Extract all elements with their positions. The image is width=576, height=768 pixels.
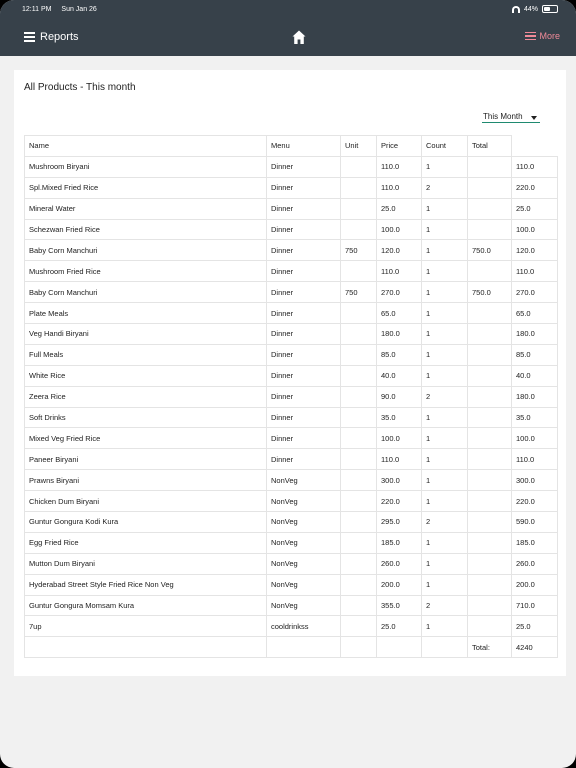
table-cell: NonVeg xyxy=(267,491,341,512)
table-cell: 35.0 xyxy=(377,407,422,428)
table-cell xyxy=(468,574,512,595)
table-cell xyxy=(468,386,512,407)
table-cell: 750.0 xyxy=(468,240,512,261)
report-card xyxy=(14,70,566,676)
table-cell: Dinner xyxy=(267,177,341,198)
table-row[interactable] xyxy=(25,595,558,616)
table-cell xyxy=(341,407,377,428)
table-cell xyxy=(468,261,512,282)
table-cell xyxy=(341,156,377,177)
table-cell: 1 xyxy=(422,616,468,637)
table-cell: Guntur Gongura Momsam Kura xyxy=(25,595,267,616)
table-cell: Dinner xyxy=(267,344,341,365)
table-cell xyxy=(267,637,341,658)
nav-title[interactable]: Reports xyxy=(40,31,79,43)
table-cell: Dinner xyxy=(267,156,341,177)
table-cell: NonVeg xyxy=(267,512,341,533)
table-cell xyxy=(341,553,377,574)
status-date: Sun Jan 26 xyxy=(61,6,97,13)
table-cell: Dinner xyxy=(267,261,341,282)
table-cell: Chicken Dum Biryani xyxy=(25,491,267,512)
table-cell xyxy=(341,303,377,324)
table-cell: cooldrinkss xyxy=(267,616,341,637)
table-cell: 120.0 xyxy=(512,240,558,261)
table-cell: 200.0 xyxy=(512,574,558,595)
table-cell: NonVeg xyxy=(267,553,341,574)
table-cell xyxy=(468,407,512,428)
table-cell xyxy=(422,637,468,658)
table-cell: NonVeg xyxy=(267,574,341,595)
battery-percent: 44% xyxy=(523,5,538,13)
table-cell: 25.0 xyxy=(377,198,422,219)
more-button[interactable] xyxy=(525,31,560,41)
table-row[interactable] xyxy=(25,574,558,595)
column-header: Count xyxy=(422,136,468,157)
status-right xyxy=(512,5,558,13)
table-cell: Plate Meals xyxy=(25,303,267,324)
table-cell: 25.0 xyxy=(512,616,558,637)
table-cell: 40.0 xyxy=(377,365,422,386)
table-row[interactable] xyxy=(25,512,558,533)
table-row[interactable] xyxy=(25,177,558,198)
table-row[interactable] xyxy=(25,156,558,177)
battery-icon xyxy=(542,5,558,13)
table-cell xyxy=(468,512,512,533)
table-cell: Dinner xyxy=(267,282,341,303)
table-cell: Dinner xyxy=(267,324,341,345)
table-cell: 65.0 xyxy=(377,303,422,324)
table-cell: Schezwan Fried Rice xyxy=(25,219,267,240)
table-row[interactable] xyxy=(25,386,558,407)
table-row[interactable] xyxy=(25,198,558,219)
table-cell: 100.0 xyxy=(377,428,422,449)
table-cell xyxy=(468,156,512,177)
table-cell: 355.0 xyxy=(377,595,422,616)
table-cell: 2 xyxy=(422,512,468,533)
table-cell: 1 xyxy=(422,324,468,345)
home-icon[interactable] xyxy=(292,30,306,45)
nav-bar xyxy=(0,20,576,56)
table-cell: 25.0 xyxy=(512,198,558,219)
table-cell: 1 xyxy=(422,261,468,282)
table-cell xyxy=(468,344,512,365)
table-cell: 35.0 xyxy=(512,407,558,428)
table-cell xyxy=(341,512,377,533)
column-header-empty xyxy=(512,136,558,157)
more-label: More xyxy=(539,31,560,41)
table-footer-row xyxy=(25,637,558,658)
table-cell: Mushroom Biryani xyxy=(25,156,267,177)
table-cell: 220.0 xyxy=(512,177,558,198)
table-cell: Dinner xyxy=(267,386,341,407)
table-cell: 185.0 xyxy=(377,532,422,553)
table-cell: Hyderabad Street Style Fried Rice Non Veg xyxy=(25,574,267,595)
column-header: Total xyxy=(468,136,512,157)
table-cell xyxy=(25,637,267,658)
table-cell: 2 xyxy=(422,386,468,407)
table-cell: 2 xyxy=(422,595,468,616)
period-dropdown-value: This Month xyxy=(483,112,523,121)
table-cell: 180.0 xyxy=(512,324,558,345)
table-row[interactable] xyxy=(25,365,558,386)
table-cell: 100.0 xyxy=(377,219,422,240)
table-cell: Soft Drinks xyxy=(25,407,267,428)
battery-level xyxy=(544,7,550,11)
table-cell: 2 xyxy=(422,177,468,198)
table-row[interactable] xyxy=(25,407,558,428)
table-cell: Egg Fried Rice xyxy=(25,532,267,553)
table-cell: 750 xyxy=(341,240,377,261)
table-cell: 300.0 xyxy=(512,470,558,491)
table-cell: NonVeg xyxy=(267,532,341,553)
table-cell: 40.0 xyxy=(512,365,558,386)
table-cell: NonVeg xyxy=(267,470,341,491)
table-cell: 110.0 xyxy=(512,261,558,282)
table-cell xyxy=(468,365,512,386)
table-cell xyxy=(341,324,377,345)
products-table xyxy=(24,135,558,658)
table-cell xyxy=(468,324,512,345)
table-row[interactable] xyxy=(25,553,558,574)
table-cell: 110.0 xyxy=(512,156,558,177)
table-cell: 750.0 xyxy=(468,282,512,303)
table-cell: 1 xyxy=(422,407,468,428)
table-cell: 185.0 xyxy=(512,532,558,553)
table-cell: 710.0 xyxy=(512,595,558,616)
table-cell: Mineral Water xyxy=(25,198,267,219)
table-cell: 200.0 xyxy=(377,574,422,595)
table-cell: 110.0 xyxy=(377,156,422,177)
table-cell: 1 xyxy=(422,219,468,240)
table-row[interactable] xyxy=(25,219,558,240)
table-cell: 270.0 xyxy=(512,282,558,303)
table-cell: 100.0 xyxy=(512,428,558,449)
table-cell: 120.0 xyxy=(377,240,422,261)
table-row[interactable] xyxy=(25,303,558,324)
table-cell: Prawns Biryani xyxy=(25,470,267,491)
page-title: All Products - This month xyxy=(24,82,136,93)
table-row[interactable] xyxy=(25,324,558,345)
table-cell: 260.0 xyxy=(512,553,558,574)
table-cell: 1 xyxy=(422,553,468,574)
table-cell xyxy=(468,553,512,574)
table-cell: Dinner xyxy=(267,365,341,386)
table-cell xyxy=(468,177,512,198)
table-row[interactable] xyxy=(25,240,558,261)
column-header: Name xyxy=(25,136,267,157)
table-cell xyxy=(468,616,512,637)
grand-total: 4240 xyxy=(512,637,558,658)
table-cell: 180.0 xyxy=(512,386,558,407)
menu-icon[interactable] xyxy=(24,32,35,42)
table-cell xyxy=(341,532,377,553)
table-row[interactable] xyxy=(25,449,558,470)
table-cell: 1 xyxy=(422,470,468,491)
table-cell: 295.0 xyxy=(377,512,422,533)
table-cell xyxy=(341,470,377,491)
column-header: Unit xyxy=(341,136,377,157)
table-cell: 590.0 xyxy=(512,512,558,533)
table-cell: 85.0 xyxy=(377,344,422,365)
table-cell: NonVeg xyxy=(267,595,341,616)
table-cell: Zeera Rice xyxy=(25,386,267,407)
table-cell xyxy=(341,365,377,386)
table-cell: Baby Corn Manchuri xyxy=(25,282,267,303)
table-cell: 1 xyxy=(422,449,468,470)
table-cell: 220.0 xyxy=(377,491,422,512)
table-cell: Mutton Dum Biryani xyxy=(25,553,267,574)
table-row[interactable] xyxy=(25,282,558,303)
status-left xyxy=(22,6,105,13)
table-cell: Mixed Veg Fried Rice xyxy=(25,428,267,449)
table-cell xyxy=(341,637,377,658)
table-row[interactable] xyxy=(25,616,558,637)
table-row[interactable] xyxy=(25,428,558,449)
table-row[interactable] xyxy=(25,261,558,282)
table-cell xyxy=(341,574,377,595)
table-cell: 220.0 xyxy=(512,491,558,512)
table-cell: Baby Corn Manchuri xyxy=(25,240,267,261)
table-cell xyxy=(468,449,512,470)
table-cell xyxy=(341,616,377,637)
table-cell xyxy=(341,386,377,407)
status-bar xyxy=(0,0,576,20)
table-cell xyxy=(468,532,512,553)
table-cell: Mushroom Fried Rice xyxy=(25,261,267,282)
table-cell: Dinner xyxy=(267,219,341,240)
table-cell: 1 xyxy=(422,491,468,512)
table-cell: 1 xyxy=(422,240,468,261)
table-cell: 180.0 xyxy=(377,324,422,345)
table-cell: Veg Handi Biryani xyxy=(25,324,267,345)
table-cell xyxy=(468,198,512,219)
table-row[interactable] xyxy=(25,532,558,553)
table-cell: 110.0 xyxy=(377,177,422,198)
table-cell: 1 xyxy=(422,428,468,449)
table-cell: Dinner xyxy=(267,303,341,324)
table-cell: 270.0 xyxy=(377,282,422,303)
table-cell: 85.0 xyxy=(512,344,558,365)
more-icon xyxy=(525,32,536,40)
table-cell: 1 xyxy=(422,365,468,386)
table-cell xyxy=(341,344,377,365)
table-cell: Dinner xyxy=(267,428,341,449)
table-cell xyxy=(341,595,377,616)
column-header: Price xyxy=(377,136,422,157)
table-cell xyxy=(468,303,512,324)
table-cell: Spl.Mixed Fried Rice xyxy=(25,177,267,198)
total-label: Total: xyxy=(468,637,512,658)
table-cell xyxy=(468,219,512,240)
table-cell: 1 xyxy=(422,574,468,595)
table-cell: 1 xyxy=(422,344,468,365)
table-cell: 1 xyxy=(422,156,468,177)
table-cell: 110.0 xyxy=(377,261,422,282)
table-cell: 1 xyxy=(422,532,468,553)
table-cell xyxy=(377,637,422,658)
table-cell xyxy=(341,261,377,282)
table-cell xyxy=(341,177,377,198)
table-cell: White Rice xyxy=(25,365,267,386)
table-cell: Dinner xyxy=(267,240,341,261)
table-row[interactable] xyxy=(25,344,558,365)
table-cell xyxy=(341,428,377,449)
table-row[interactable] xyxy=(25,491,558,512)
table-cell xyxy=(341,449,377,470)
table-cell: 300.0 xyxy=(377,470,422,491)
period-dropdown[interactable] xyxy=(482,111,540,123)
table-cell: 7up xyxy=(25,616,267,637)
table-cell: 110.0 xyxy=(512,449,558,470)
table-cell: 1 xyxy=(422,198,468,219)
table-cell xyxy=(341,491,377,512)
table-cell xyxy=(341,198,377,219)
wifi-icon xyxy=(512,6,520,13)
table-cell: Dinner xyxy=(267,407,341,428)
table-cell: 110.0 xyxy=(377,449,422,470)
table-cell: 260.0 xyxy=(377,553,422,574)
table-cell: Full Meals xyxy=(25,344,267,365)
table-cell: Paneer Biryani xyxy=(25,449,267,470)
table-cell: 100.0 xyxy=(512,219,558,240)
table-cell: Dinner xyxy=(267,198,341,219)
column-header: Menu xyxy=(267,136,341,157)
table-cell: Dinner xyxy=(267,449,341,470)
table-row[interactable] xyxy=(25,470,558,491)
table-cell: 25.0 xyxy=(377,616,422,637)
table-cell: 90.0 xyxy=(377,386,422,407)
table-cell: Guntur Gongura Kodi Kura xyxy=(25,512,267,533)
table-cell xyxy=(468,491,512,512)
table-cell: 65.0 xyxy=(512,303,558,324)
table-cell: 1 xyxy=(422,303,468,324)
table-cell: 1 xyxy=(422,282,468,303)
chevron-down-icon xyxy=(531,116,537,120)
table-cell xyxy=(468,595,512,616)
table-cell xyxy=(468,470,512,491)
table-cell xyxy=(341,219,377,240)
table-header-row xyxy=(25,136,558,157)
table-cell: 750 xyxy=(341,282,377,303)
table-cell xyxy=(468,428,512,449)
status-time: 12:11 PM xyxy=(22,6,52,13)
